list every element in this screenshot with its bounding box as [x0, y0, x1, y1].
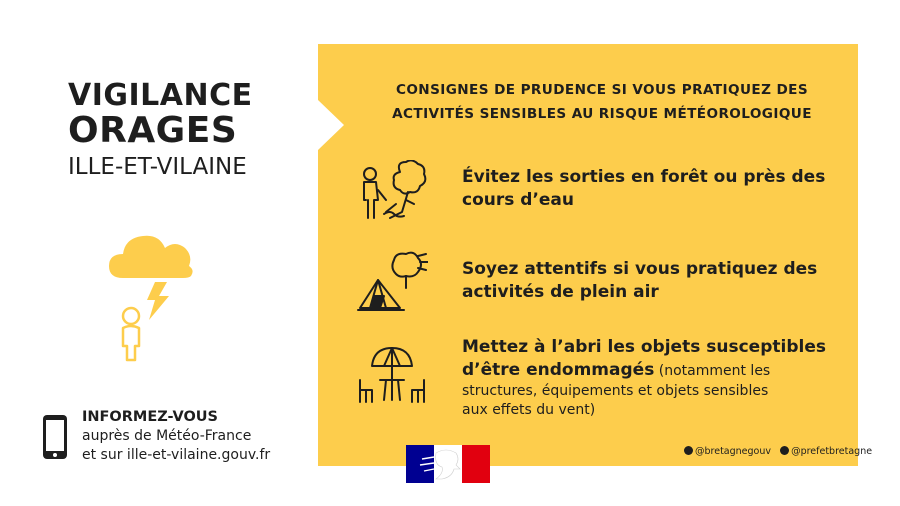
advice-forest-line1: Évitez les sorties en forêt ou près des — [462, 167, 826, 187]
smartphone-icon — [40, 414, 70, 460]
advice-objects-line1: Mettez à l’abri les objets susceptibles — [462, 337, 826, 357]
panel-notch — [318, 100, 344, 150]
advice-item-objects — [356, 336, 851, 426]
advice-forest-line2: cours d’eau — [462, 190, 575, 210]
terrace-parasol-icon — [356, 344, 428, 410]
advice-outdoor-line2: activités de plein air — [462, 282, 659, 302]
inform-line-meteo: auprès de Météo-France — [82, 428, 252, 444]
advice-objects-line2 — [462, 359, 854, 382]
inform-line-website: et sur ille-et-vilaine.gouv.fr — [82, 447, 271, 463]
republique-francaise-logo — [406, 445, 490, 483]
social-handles — [684, 446, 872, 457]
inform-heading: INFORMEZ-VOUS — [82, 409, 218, 425]
facebook-handle: @prefetbretagne — [791, 446, 873, 457]
twitter-icon — [684, 446, 693, 455]
title-orages: ORAGES — [68, 110, 238, 151]
advice-item-outdoor — [356, 250, 851, 320]
forest-walk-icon — [356, 160, 428, 226]
panel-title-line2: ACTIVITÉS SENSIBLES AU RISQUE MÉTÉOROLOGIQUE — [392, 106, 812, 122]
inform-block — [40, 408, 300, 468]
panel-title-line1: CONSIGNES DE PRUDENCE SI VOUS PRATIQUEZ DES — [395, 82, 809, 98]
twitter-handle: @bretagnegouv — [695, 446, 771, 457]
advice-objects-line3: structures, équipements et objets sensibles — [462, 383, 769, 399]
advice-objects-line2-bold: d’être endommagés — [462, 360, 655, 380]
title-vigilance: VIGILANCE — [68, 78, 253, 113]
advice-item-forest — [356, 160, 851, 230]
advice-objects-line4: aux effets du vent) — [462, 402, 596, 418]
advice-objects-line2-light: (notamment les — [654, 363, 771, 379]
advice-text-forest — [462, 166, 854, 212]
title-department: ILLE-ET-VILAINE — [68, 154, 247, 180]
facebook-icon — [780, 446, 789, 455]
panel-title — [352, 78, 852, 126]
camping-tent-icon — [356, 250, 428, 316]
storm-cloud-person-icon — [105, 226, 195, 366]
advice-text-objects — [462, 336, 854, 420]
advice-text-outdoor — [462, 258, 854, 304]
inform-text — [82, 408, 270, 465]
page-title — [68, 80, 268, 182]
advice-outdoor-line1: Soyez attentifs si vous pratiquez des — [462, 259, 818, 279]
